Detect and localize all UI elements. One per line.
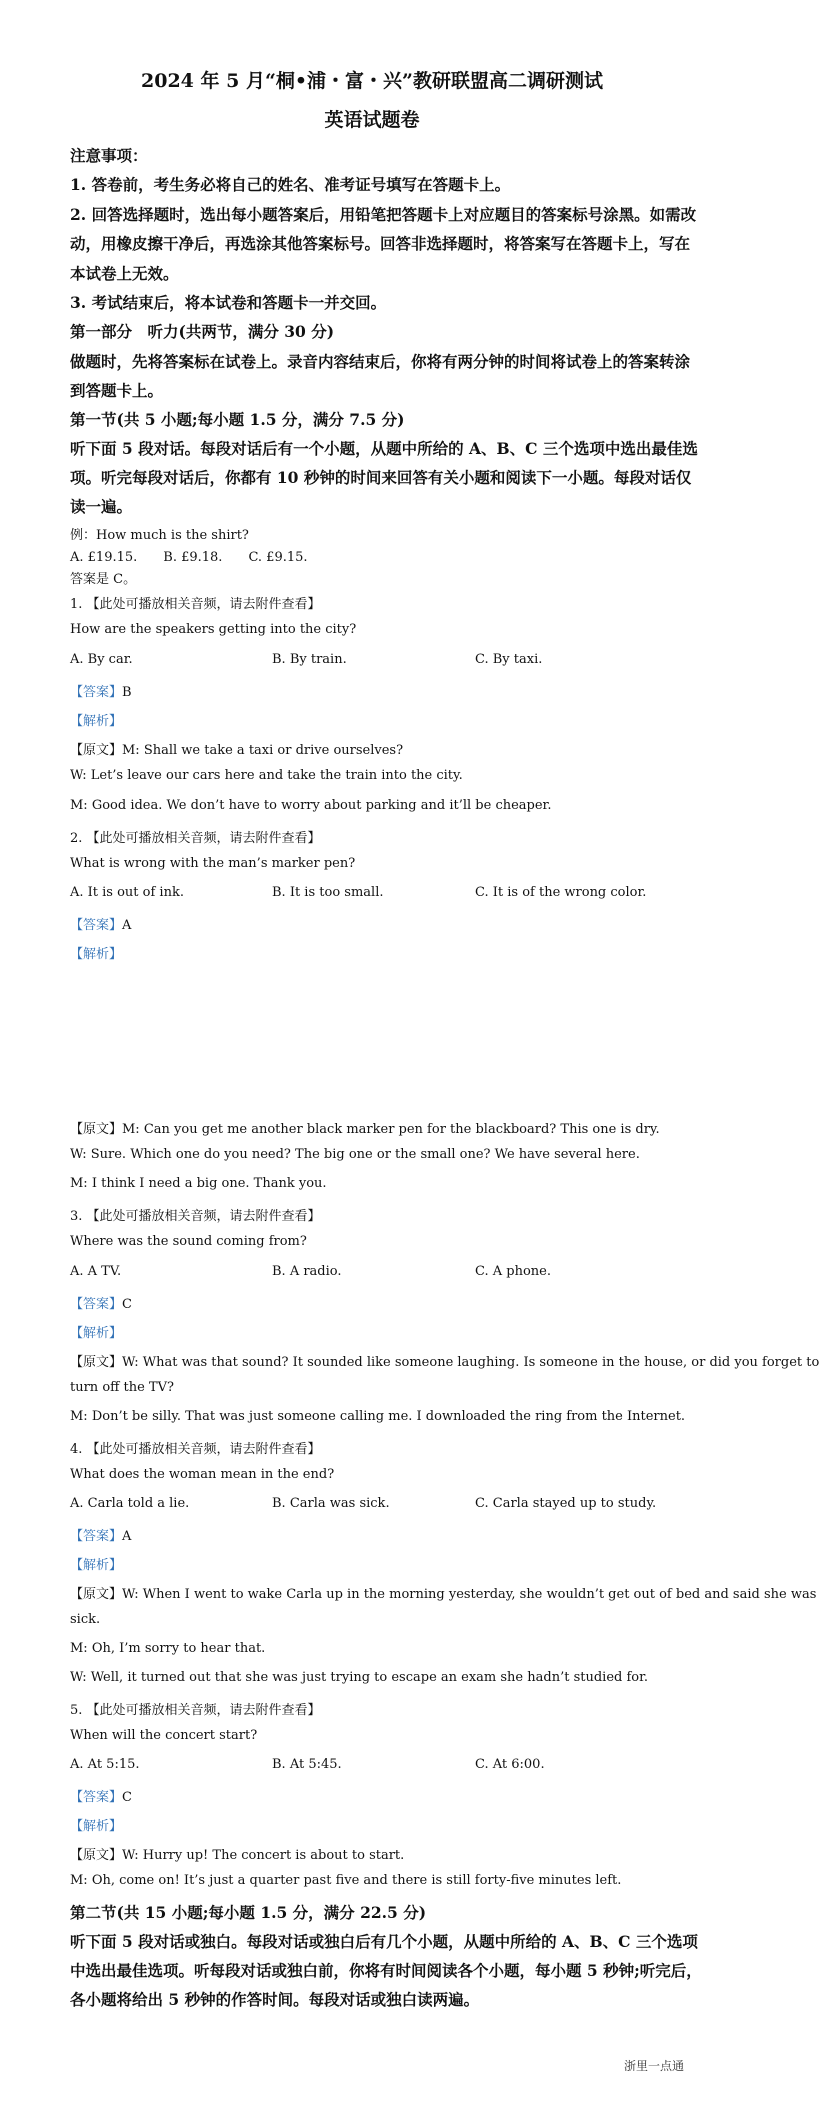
notice-item: 动，用橡皮擦干净后，再选涂其他答案标号。回答非选择题时，将答案写在答题卡上，写在 bbox=[70, 234, 691, 253]
section2-desc: 中选出最佳选项。听每段对话或独白前，你将有时间阅读各个小题，每小题 5 秒钟;听完后， bbox=[70, 1961, 702, 1980]
transcript-line: M: Don’t be silly. That was just someone calling me. I downloaded the ring from the Internet. bbox=[70, 1409, 686, 1424]
transcript-line: M: Oh, I’m sorry to hear that. bbox=[70, 1641, 266, 1656]
answer-line bbox=[70, 1293, 132, 1312]
option-b: B. By train. bbox=[272, 652, 347, 667]
transcript-line: turn off the TV? bbox=[70, 1380, 174, 1395]
transcript-line: sick. bbox=[70, 1612, 101, 1627]
answer-value: B bbox=[122, 685, 132, 700]
answer-value: C bbox=[122, 1790, 132, 1805]
transcript-line: 【原文】M: Can you get me another black marker pen for the blackboard? This one is dry. bbox=[70, 1122, 660, 1137]
transcript-line: W: Sure. Which one do you need? The big one or the small one? We have several here. bbox=[70, 1147, 640, 1162]
answer-label: 【答案】 bbox=[70, 1297, 123, 1312]
section2-heading: 第二节(共 15 小题;每小题 1.5 分，满分 22.5 分) bbox=[70, 1903, 427, 1922]
section2-desc: 听下面 5 段对话或独白。每段对话或独白后有几个小题，从题中所给的 A、B、C 三个选项 bbox=[70, 1932, 698, 1951]
audio-placeholder[interactable]: 2. 【此处可播放相关音频，请去附件查看】 bbox=[70, 831, 321, 846]
audio-placeholder[interactable]: 1. 【此处可播放相关音频，请去附件查看】 bbox=[70, 597, 321, 612]
notice-heading: 注意事项： bbox=[70, 146, 148, 165]
part1-desc: 做题时，先将答案标在试卷上。录音内容结束后，你将有两分钟的时间将试卷上的答案转涂 bbox=[70, 352, 691, 371]
transcript-line: 【原文】W: What was that sound? It sounded like someone laughing. Is someone in the house, or did you forget to bbox=[70, 1355, 819, 1370]
section1-desc: 读一遍。 bbox=[70, 497, 133, 516]
analysis-label: 【解析】 bbox=[70, 1558, 123, 1573]
answer-label: 【答案】 bbox=[70, 1790, 123, 1805]
audio-placeholder[interactable]: 5. 【此处可播放相关音频，请去附件查看】 bbox=[70, 1703, 321, 1718]
option-b: B. A radio. bbox=[272, 1264, 342, 1279]
answer-value: A bbox=[122, 918, 132, 933]
answer-line bbox=[70, 1786, 132, 1805]
analysis-label: 【解析】 bbox=[70, 1819, 123, 1834]
audio-placeholder[interactable]: 4. 【此处可播放相关音频，请去附件查看】 bbox=[70, 1442, 321, 1457]
transcript-line: M: I think I need a big one. Thank you. bbox=[70, 1176, 327, 1191]
section1-heading: 第一节(共 5 小题;每小题 1.5 分，满分 7.5 分) bbox=[70, 410, 405, 429]
option-a: A. It is out of ink. bbox=[70, 885, 184, 900]
footer-watermark: 浙里一点通 bbox=[623, 2059, 684, 2073]
transcript-line: 【原文】W: Hurry up! The concert is about to start. bbox=[70, 1848, 405, 1863]
example-answer: 答案是 C。 bbox=[70, 572, 137, 587]
notice-item: 2. 回答选择题时，选出每小题答案后，用铅笔把答题卡上对应题目的答案标号涂黑。如需改 bbox=[70, 205, 697, 224]
option-a: A. At 5:15. bbox=[70, 1757, 140, 1772]
option-a: A. Carla told a lie. bbox=[70, 1496, 190, 1511]
answer-value: A bbox=[122, 1529, 132, 1544]
answer-label: 【答案】 bbox=[70, 685, 123, 700]
answer-line bbox=[70, 914, 131, 933]
option-c: C. Carla stayed up to study. bbox=[475, 1496, 657, 1511]
answer-label: 【答案】 bbox=[70, 918, 123, 933]
analysis-label: 【解析】 bbox=[70, 1326, 123, 1341]
notice-item: 本试卷上无效。 bbox=[70, 264, 179, 283]
option-b: B. It is too small. bbox=[272, 885, 384, 900]
transcript-line: W: Let’s leave our cars here and take the train into the city. bbox=[70, 768, 463, 783]
answer-line bbox=[70, 681, 132, 700]
transcript-line: 【原文】M: Shall we take a taxi or drive ourselves? bbox=[70, 743, 404, 758]
section1-desc: 听下面 5 段对话。每段对话后有一个小题，从题中所给的 A、B、C 三个选项中选出最佳选 bbox=[70, 439, 698, 458]
analysis-label: 【解析】 bbox=[70, 714, 123, 729]
option-a: A. A TV. bbox=[70, 1264, 122, 1279]
part1-desc: 到答题卡上。 bbox=[70, 381, 164, 400]
audio-placeholder[interactable]: 3. 【此处可播放相关音频，请去附件查看】 bbox=[70, 1209, 321, 1224]
option-c: C. At 6:00. bbox=[475, 1757, 545, 1772]
question-stem: What does the woman mean in the end? bbox=[70, 1467, 335, 1482]
transcript-line: W: Well, it turned out that she was just trying to escape an exam she hadn’t studied for. bbox=[70, 1670, 649, 1685]
transcript-line: M: Good idea. We don’t have to worry about parking and it’ll be cheaper. bbox=[70, 798, 552, 813]
answer-line bbox=[70, 1525, 131, 1544]
answer-label: 【答案】 bbox=[70, 1529, 123, 1544]
transcript-line: M: Oh, come on! It’s just a quarter past five and there is still forty-five minutes left. bbox=[70, 1873, 622, 1888]
transcript-line: 【原文】W: When I went to wake Carla up in the morning yesterday, she wouldn’t get out of bed and said she was bbox=[70, 1587, 817, 1602]
notice-item: 3. 考试结束后，将本试卷和答题卡一并交回。 bbox=[70, 293, 387, 312]
question-stem: When will the concert start? bbox=[70, 1728, 258, 1743]
question-stem: How are the speakers getting into the city? bbox=[70, 622, 357, 637]
analysis-label: 【解析】 bbox=[70, 947, 123, 962]
example-question: 例：How much is the shirt? bbox=[70, 528, 249, 543]
question-stem: What is wrong with the man’s marker pen? bbox=[70, 856, 356, 871]
option-b: B. At 5:45. bbox=[272, 1757, 342, 1772]
option-b: B. Carla was sick. bbox=[272, 1496, 390, 1511]
exam-subtitle: 英语试题卷 bbox=[324, 109, 420, 131]
part1-heading: 第一部分 听力(共两节，满分 30 分) bbox=[70, 322, 335, 341]
example-options: A. £19.15. B. £9.18. C. £9.15. bbox=[70, 550, 308, 565]
option-c: C. A phone. bbox=[475, 1264, 551, 1279]
notice-item: 1. 答卷前，考生务必将自己的姓名、准考证号填写在答题卡上。 bbox=[70, 175, 511, 194]
answer-value: C bbox=[122, 1297, 132, 1312]
section2-desc: 各小题将给出 5 秒钟的作答时间。每段对话或独白读两遍。 bbox=[70, 1990, 480, 2009]
option-c: C. By taxi. bbox=[475, 652, 543, 667]
option-a: A. By car. bbox=[70, 652, 133, 667]
question-stem: Where was the sound coming from? bbox=[70, 1234, 307, 1249]
section1-desc: 项。听完每段对话后，你都有 10 秒钟的时间来回答有关小题和阅读下一小题。每段对话仅 bbox=[70, 468, 692, 487]
exam-title: 2024 年 5 月“桐•浦・富・兴”教研联盟高二调研测试 bbox=[141, 70, 603, 92]
option-c: C. It is of the wrong color. bbox=[475, 885, 647, 900]
